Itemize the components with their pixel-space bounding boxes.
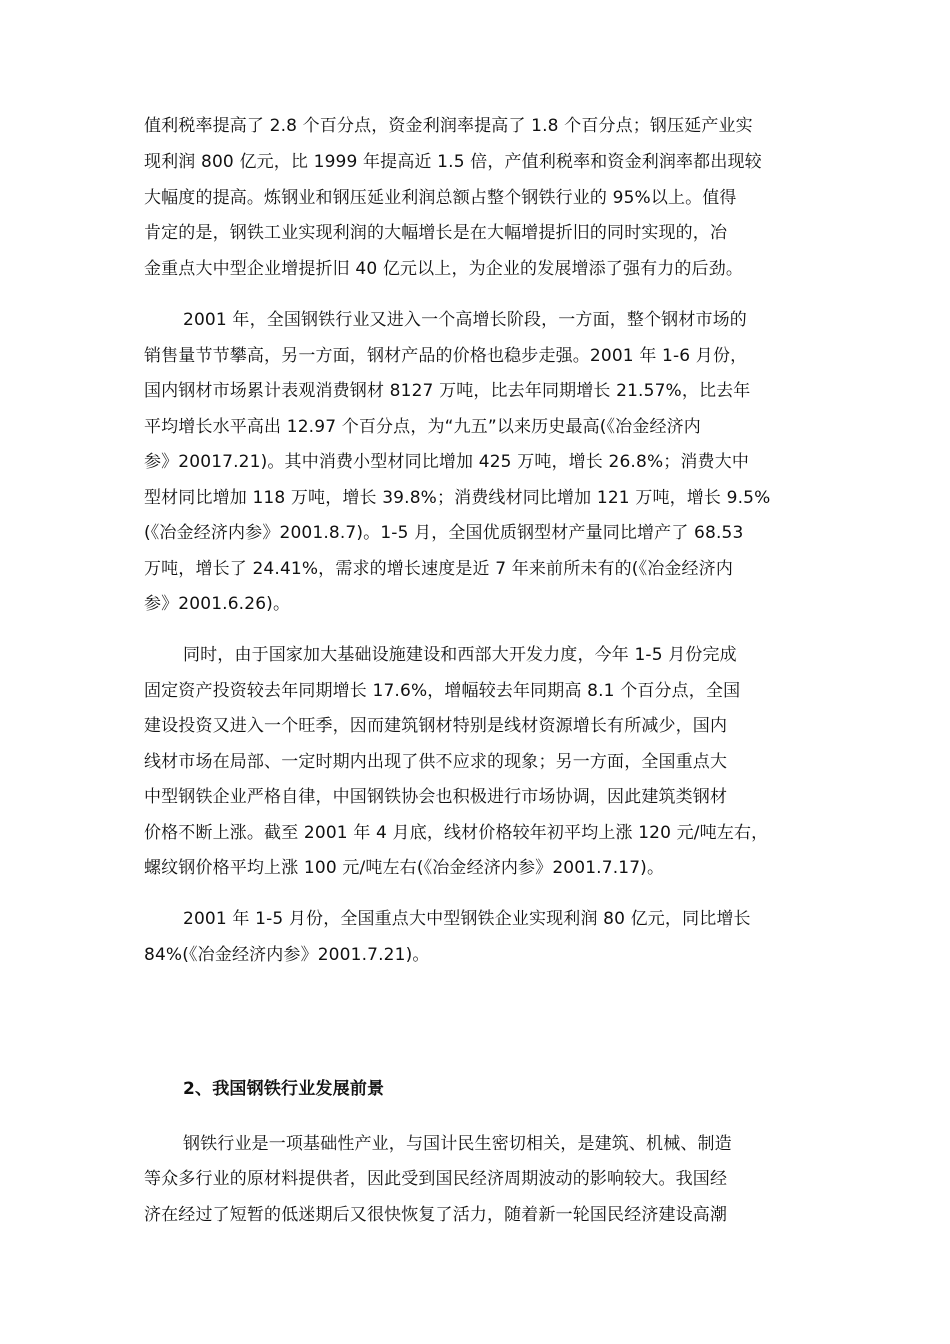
body-text-line: 2001 年，全国钢铁行业又进入一个高增长阶段，一方面，整个钢材市场的 [183, 310, 747, 330]
body-text-line: 固定资产投资较去年同期增长 17.6%，增幅较去年同期高 8.1 个百分点，全国 [144, 681, 741, 701]
body-text-line: 螺纹钢价格平均上涨 100 元/吨左右(《冶金经济内参》2001.7.17)。 [144, 858, 665, 878]
body-text-line: 济在经过了短暂的低迷期后又很快恢复了活力，随着新一轮国民经济建设高潮 [144, 1205, 728, 1225]
section-heading: 2、我国钢铁行业发展前景 [183, 1079, 385, 1099]
body-text-line: 2001 年 1-5 月份，全国重点大中型钢铁企业实现利润 80 亿元，同比增长 [183, 909, 751, 929]
body-text-line: (《冶金经济内参》2001.8.7)。1-5 月，全国优质钢型材产量同比增产了 68.53 [144, 523, 744, 543]
body-text-line: 参》2001.6.26)。 [144, 594, 291, 614]
body-text-line: 价格不断上涨。截至 2001 年 4 月底，线材价格较年初平均上涨 120 元/吨左右， [144, 823, 769, 843]
body-text-line: 84%(《冶金经济内参》2001.7.21)。 [144, 945, 430, 965]
body-text-line: 国内钢材市场累计表观消费钢材 8127 万吨，比去年同期增长 21.57%，比去年 [144, 381, 751, 401]
body-text-line: 肯定的是，钢铁工业实现利润的大幅增长是在大幅增提折旧的同时实现的，冶 [144, 223, 728, 243]
body-text-line: 万吨，增长了 24.41%，需求的增长速度是近 7 年来前所未有的(《冶金经济内 [144, 559, 733, 579]
body-text-line: 等众多行业的原材料提供者，因此受到国民经济周期波动的影响较大。我国经 [144, 1169, 728, 1189]
body-text-line: 钢铁行业是一项基础性产业，与国计民生密切相关，是建筑、机械、制造 [183, 1134, 732, 1154]
body-text-line: 销售量节节攀高，另一方面，钢材产品的价格也稳步走强。2001 年 1-6 月份， [144, 346, 748, 366]
body-text-line: 值利税率提高了 2.8 个百分点，资金利润率提高了 1.8 个百分点；钢压延产业实 [144, 116, 753, 136]
body-text-line: 同时，由于国家加大基础设施建设和西部大开发力度，今年 1-5 月份完成 [183, 645, 737, 665]
body-text-line: 中型钢铁企业严格自律，中国钢铁协会也积极进行市场协调，因此建筑类钢材 [144, 787, 728, 807]
body-text-line: 大幅度的提高。炼钢业和钢压延业利润总额占整个钢铁行业的 95%以上。值得 [144, 188, 737, 208]
body-text-line: 现利润 800 亿元，比 1999 年提高近 1.5 倍，产值利税率和资金利润率都出现较 [144, 152, 762, 172]
body-text-line: 型材同比增加 118 万吨，增长 39.8%；消费线材同比增加 121 万吨，增长 9.5% [144, 488, 771, 508]
body-text-line: 平均增长水平高出 12.97 个百分点，为“九五”以来历史最高(《冶金经济内 [144, 417, 701, 437]
body-text-line: 建设投资又进入一个旺季，因而建筑钢材特别是线材资源增长有所减少，国内 [144, 716, 728, 736]
body-text-line: 参》20017.21)。其中消费小型材同比增加 425 万吨，增长 26.8%；消费大中 [144, 452, 750, 472]
body-text-line: 线材市场在局部、一定时期内出现了供不应求的现象；另一方面，全国重点大 [144, 752, 728, 772]
body-text-line: 金重点大中型企业增提折旧 40 亿元以上，为企业的发展增添了强有力的后劲。 [144, 259, 743, 279]
